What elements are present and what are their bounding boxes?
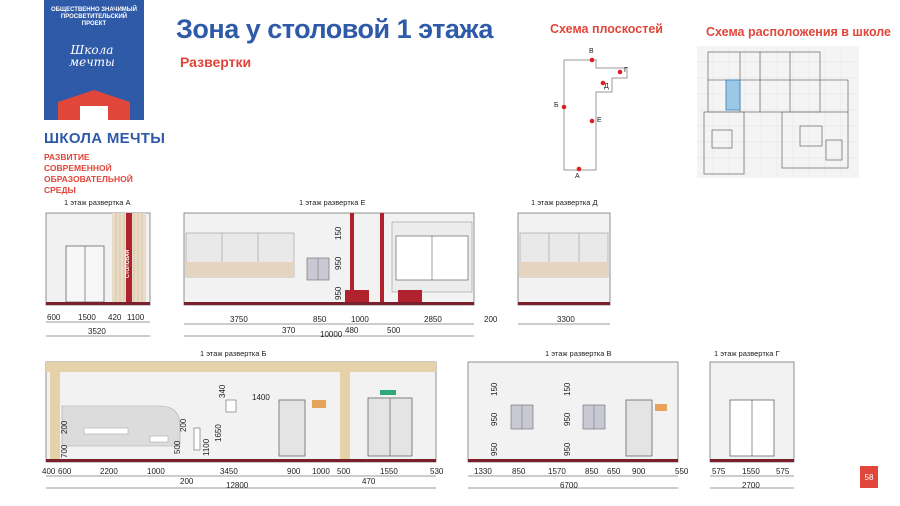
dim-b-h3: 340 xyxy=(218,384,227,398)
dim-g-2: 1550 xyxy=(742,467,760,476)
dim-e-v3: 950 xyxy=(334,286,343,300)
dim-e-v2: 950 xyxy=(334,256,343,270)
page-subtitle: Развертки xyxy=(180,54,252,70)
dim-a-2: 1500 xyxy=(78,313,96,322)
dim-a-total: 3520 xyxy=(88,327,106,336)
dim-e-total: 10000 xyxy=(320,330,343,339)
logo-top-text: ОБЩЕСТВЕННО ЗНАЧИМЫЙ ПРОСВЕТИТЕЛЬСКИЙ ПРОЕКТ xyxy=(51,7,137,27)
dim-v-2: 850 xyxy=(512,467,526,476)
elevation-g xyxy=(710,362,794,462)
location-plan xyxy=(697,46,859,178)
dim-b-7: 1000 xyxy=(312,467,330,476)
dim-b-total: 12800 xyxy=(226,481,249,490)
dim-b-6: 900 xyxy=(287,467,301,476)
dim-b-h4: 1400 xyxy=(252,393,270,402)
dim-e-b2: 480 xyxy=(345,326,359,335)
dim-b-8: 500 xyxy=(337,467,351,476)
elevation-v xyxy=(468,362,678,462)
dim-a-3: 420 xyxy=(108,313,122,322)
dim-e-b1: 370 xyxy=(282,326,296,335)
dim-b-3: 2200 xyxy=(100,467,118,476)
dim-b-b1: 200 xyxy=(180,477,194,486)
dim-v-l1: 150 xyxy=(490,382,499,396)
dim-e-3: 1000 xyxy=(351,315,369,324)
dim-v-l2: 950 xyxy=(490,412,499,426)
dim-v-4: 850 xyxy=(585,467,599,476)
dim-b-h5: 500 xyxy=(173,440,182,454)
dim-b-4: 1000 xyxy=(147,467,165,476)
elevation-e xyxy=(184,213,474,305)
dim-e-1: 3750 xyxy=(230,315,248,324)
dim-v-r1: 150 xyxy=(563,382,572,396)
elevation-d-caption: 1 этаж развертка Д xyxy=(531,198,598,207)
plane-scheme-points xyxy=(562,58,623,172)
dim-g-3: 575 xyxy=(776,467,790,476)
dim-b-h8: 1650 xyxy=(214,424,223,442)
point-d-label: Д xyxy=(604,83,609,90)
elevation-b-caption: 1 этаж развертка Б xyxy=(200,349,267,358)
point-a-label: А xyxy=(575,173,580,180)
dim-v-l3: 950 xyxy=(490,442,499,456)
dim-v-r3: 950 xyxy=(563,442,572,456)
dim-e-4: 2850 xyxy=(424,315,442,324)
elevation-d xyxy=(518,213,610,305)
dim-b-9: 1550 xyxy=(380,467,398,476)
elevation-e-caption: 1 этаж развертка Е xyxy=(299,198,366,207)
dim-b-h2: 200 xyxy=(60,420,69,434)
elevation-b xyxy=(46,362,436,462)
dim-b-5: 3450 xyxy=(220,467,238,476)
dim-d-total: 3300 xyxy=(557,315,575,324)
dim-b-h6: 200 xyxy=(179,418,188,432)
dim-b-2: 600 xyxy=(58,467,72,476)
dim-a-1: 600 xyxy=(47,313,61,322)
canteen-sign: СТОЛОВАЯ xyxy=(125,249,131,278)
dim-b-h7: 1100 xyxy=(202,438,211,456)
dim-b-10: 530 xyxy=(430,467,444,476)
dim-v-total: 6700 xyxy=(560,481,578,490)
dim-e-b3: 500 xyxy=(387,326,401,335)
elevation-a xyxy=(46,213,150,305)
page-title: Зона у столовой 1 этажа xyxy=(176,14,493,44)
dim-b-h1: 700 xyxy=(60,444,69,458)
elevation-a-caption: 1 этаж развертка А xyxy=(64,198,131,207)
dim-b-b2: 470 xyxy=(362,477,376,486)
dim-v-7: 550 xyxy=(675,467,689,476)
elevation-g-caption: 1 этаж развертка Г xyxy=(714,349,780,358)
dim-a-4: 1100 xyxy=(127,313,145,322)
dim-v-3: 1570 xyxy=(548,467,566,476)
dim-e-v1: 150 xyxy=(334,226,343,240)
point-g-label: Г xyxy=(624,67,628,74)
dim-v-6: 900 xyxy=(632,467,646,476)
dim-g-total: 2700 xyxy=(742,481,760,490)
dim-v-1: 1330 xyxy=(474,467,492,476)
point-e-label: Е xyxy=(597,117,602,124)
dim-g-1: 575 xyxy=(712,467,726,476)
dim-e-2: 850 xyxy=(313,315,327,324)
dim-e-5: 200 xyxy=(484,315,498,324)
dim-v-r2: 950 xyxy=(563,412,572,426)
dim-b-1: 400 xyxy=(42,467,56,476)
elevation-v-caption: 1 этаж развертка В xyxy=(545,349,612,358)
dim-v-5: 650 xyxy=(607,467,621,476)
page-number: 58 xyxy=(860,466,878,488)
plane-scheme-diagram xyxy=(564,60,627,170)
school-name: ШКОЛА МЕЧТЫ xyxy=(44,130,166,147)
point-v-label: В xyxy=(589,48,594,55)
plane-scheme-title: Схема плоскостей xyxy=(550,22,663,36)
point-b-label: Б xyxy=(554,102,559,109)
location-scheme-title: Схема расположения в школе xyxy=(706,25,891,39)
school-tagline: РАЗВИТИЕ СОВРЕМЕННОЙ ОБРАЗОВАТЕЛЬНОЙ СРЕДЫ xyxy=(44,152,133,195)
logo-script-text: Школа мечты xyxy=(69,43,115,69)
